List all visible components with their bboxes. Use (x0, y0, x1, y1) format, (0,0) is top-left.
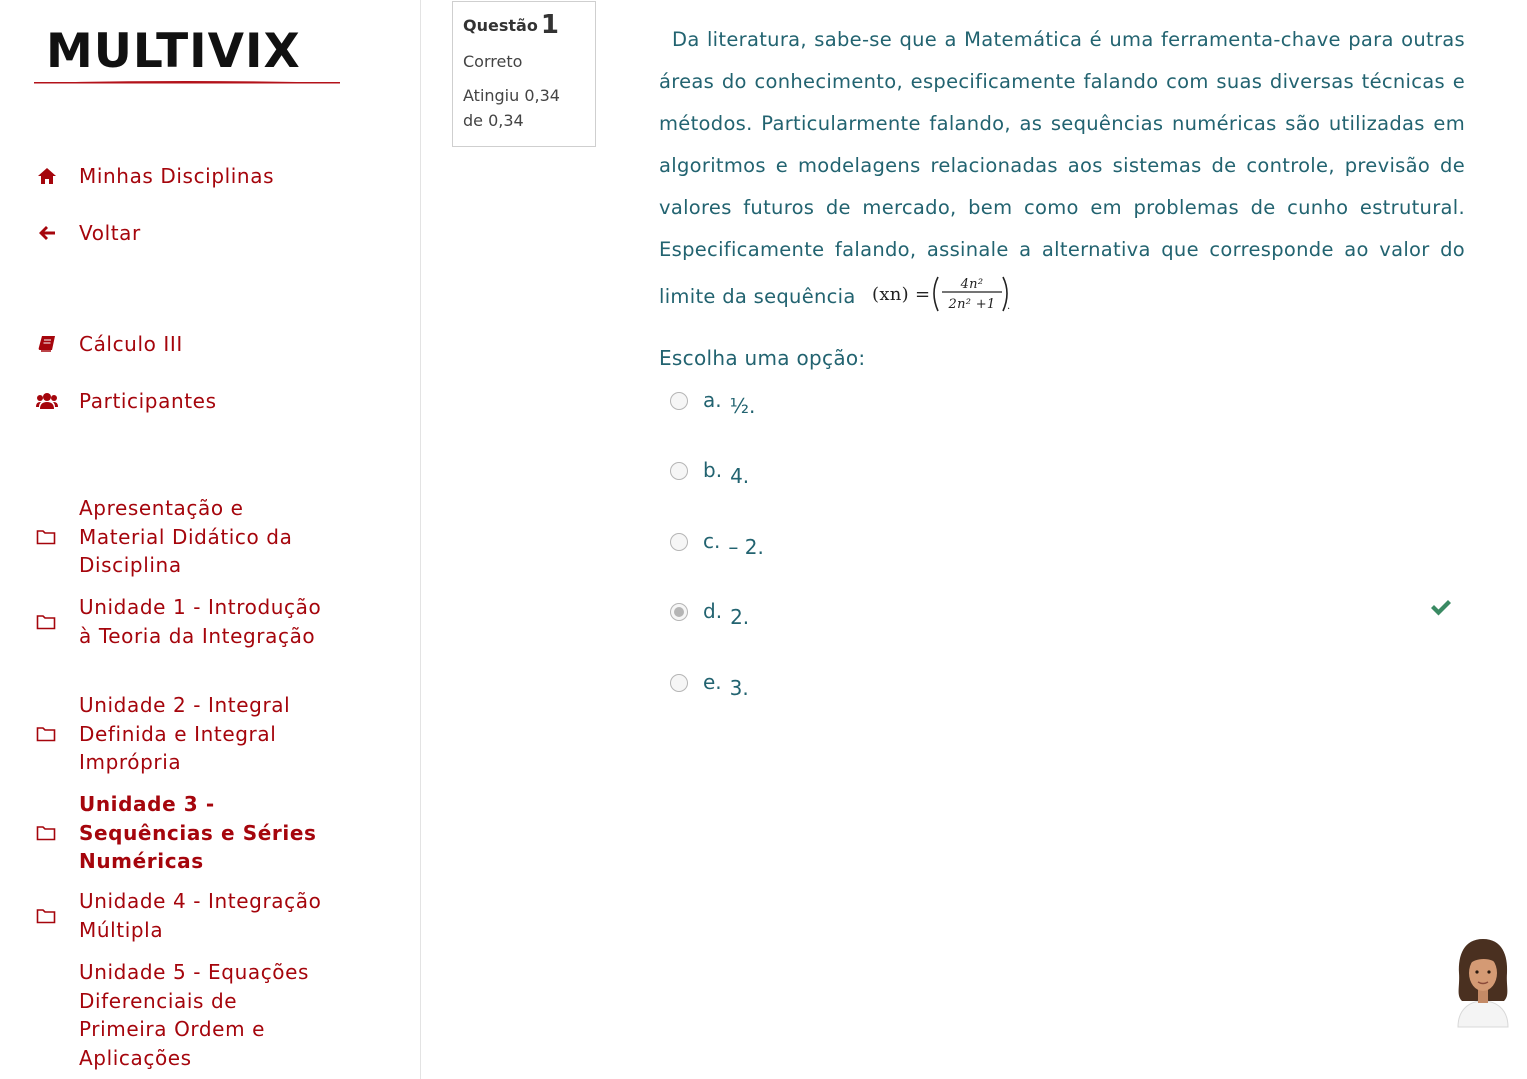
option-letter: c. (703, 529, 721, 553)
section-label: Apresentação e Material Didático da Disciplina (79, 496, 293, 577)
formula-lhs: (xn) = (872, 284, 931, 305)
section-unidade-5[interactable] (79, 958, 379, 1072)
sidebar (0, 0, 421, 1079)
option-c[interactable] (670, 529, 764, 559)
section-label: Unidade 3 - Sequências e Séries Numéricas (79, 792, 317, 873)
section-label: Unidade 1 - Introdução à Teoria da Integração (79, 595, 322, 648)
section-label: Unidade 2 - Integral Definida e Integral Imprópria (79, 693, 291, 774)
formula-numerator: 4n² (960, 277, 984, 292)
folder-icon (36, 825, 58, 841)
question-state: Correto (463, 52, 523, 71)
section-label: Unidade 4 - Integração Múltipla (79, 889, 322, 942)
formula-denominator: 2n² +1 (948, 297, 996, 312)
section-unidade-4[interactable] (36, 887, 336, 944)
section-unidade-2[interactable] (36, 691, 336, 777)
sequence-formula (870, 271, 1010, 330)
option-b[interactable] (670, 458, 749, 488)
nav-label: Cálculo III (79, 332, 183, 356)
nav-participantes[interactable] (36, 389, 217, 413)
option-value: ½. (729, 394, 756, 418)
section-label: Unidade 5 - Equações Diferenciais de Primeira Ordem e Aplicações (79, 960, 310, 1070)
option-d[interactable] (670, 599, 749, 629)
option-radio[interactable] (670, 462, 688, 480)
question-number: 1 (540, 10, 559, 40)
question-body: Da literatura, sabe-se que a Matemática é uma ferramenta-chave para outras áreas do conhecimento, especificamente falando com suas diversas técnicas e métodos. Particularmente falando, as sequências numéricas são utilizadas em algoritmos e modelagens relacionadas aos sistemas de controle, previsão de valores futuros de mercado, bem como em problemas de cunho estrutural. Especificamente falando, assinale a alternativa que corresponde ao valor do limite da sequência (659, 28, 1465, 308)
arrow-left-icon (36, 222, 58, 244)
assistant-avatar[interactable] (1450, 935, 1516, 1027)
nav-voltar[interactable] (36, 221, 141, 245)
option-letter: e. (703, 670, 722, 694)
check-icon (1430, 598, 1452, 618)
formula-trailing: . (1007, 301, 1011, 312)
logo-text: MULTIVIX (46, 24, 301, 79)
options-prompt: Escolha uma opção: (659, 346, 866, 370)
folder-icon (36, 529, 58, 545)
option-radio-selected[interactable] (670, 603, 688, 621)
option-value: 3. (729, 676, 749, 700)
section-apresentacao[interactable] (36, 494, 336, 580)
nav-minhas-disciplinas[interactable] (36, 164, 274, 188)
home-icon (36, 165, 58, 187)
question-grade: Atingiu 0,34 de 0,34 (463, 86, 560, 130)
option-value: 2. (730, 605, 750, 629)
question-heading (463, 10, 585, 40)
option-radio[interactable] (670, 392, 688, 410)
option-radio[interactable] (670, 533, 688, 551)
multivix-logo[interactable] (34, 22, 340, 88)
folder-icon (36, 614, 58, 630)
nav-calculo-iii[interactable] (36, 332, 183, 356)
option-value: – 2. (728, 535, 764, 559)
section-unidade-3[interactable] (36, 790, 336, 876)
nav-label: Participantes (79, 389, 217, 413)
option-radio[interactable] (670, 674, 688, 692)
option-value: 4. (730, 464, 750, 488)
section-unidade-1[interactable] (36, 593, 336, 650)
folder-icon (36, 726, 58, 742)
logo-swoosh (34, 79, 340, 85)
option-letter: a. (703, 388, 722, 412)
folder-icon (36, 908, 58, 924)
users-icon (36, 390, 58, 412)
option-a[interactable] (670, 388, 755, 418)
option-letter: b. (703, 458, 723, 482)
question-info (452, 1, 596, 147)
question-title: Questão (463, 16, 538, 35)
nav-label: Voltar (79, 221, 141, 245)
question-text (659, 19, 1465, 330)
option-e[interactable] (670, 670, 749, 700)
book-icon (36, 333, 58, 355)
nav-label: Minhas Disciplinas (79, 164, 275, 188)
option-letter: d. (703, 599, 723, 623)
